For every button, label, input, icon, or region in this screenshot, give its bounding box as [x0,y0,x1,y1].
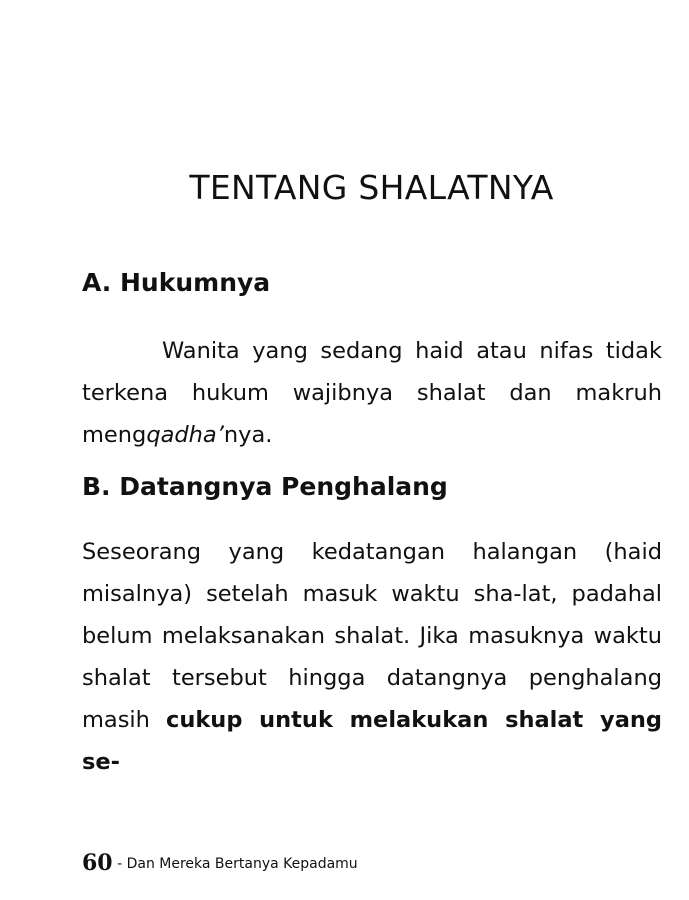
italic-term: qadha’ [146,422,224,448]
section-b-heading: B. Datangnya Penghalang [82,472,448,501]
footer-separator: - [112,856,127,872]
page-footer [82,850,358,876]
section-b-bold-text: cukup untuk melakukan shalat yang se- [82,707,662,775]
chapter-title: TENTANG SHALATNYA [189,168,554,207]
section-b-paragraph [82,531,662,783]
section-a-paragraph [82,330,662,456]
page-number: 60 [82,850,113,876]
section-b-text: Seseorang yang kedatangan halangan (haid misalnya) setelah masuk waktu sha-lat, padahal belum melaksanakan shalat. Jika masuknya waktu shalat tersebut hingga datangnya penghalang masih [82,539,662,733]
section-a-heading: A. Hukumnya [82,268,271,297]
book-title: Dan Mereka Bertanya Kepadamu [126,856,358,872]
section-a-text-end: nya. [223,422,273,448]
section-a-text: Wanita yang sedang haid atau nifas tidak terkena hukum wajibnya shalat dan makruh meng [82,338,662,448]
